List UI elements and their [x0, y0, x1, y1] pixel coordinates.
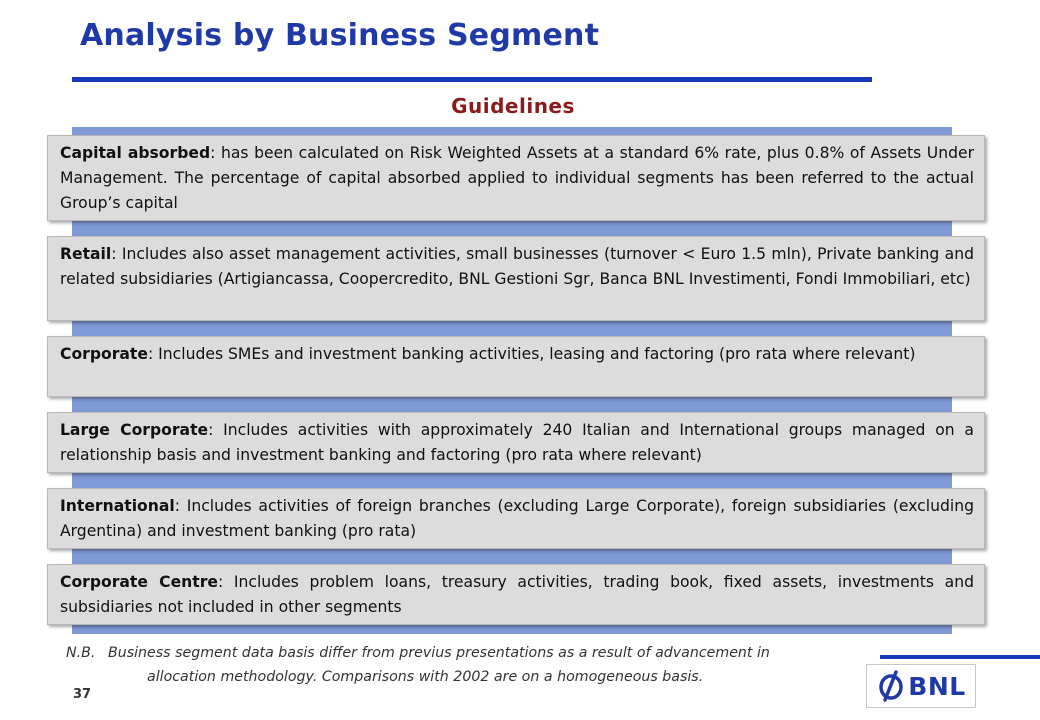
segment-term: Large Corporate [60, 421, 209, 439]
segment-description: : has been calculated on Risk Weighted Assets at a standard 6% rate, plus 0.8% of Assets Under Management. The percentage of capital absorbed applied to individual segments has been referred to the actual Group’s capital [60, 144, 975, 212]
page-number: 37 [73, 687, 92, 702]
segment-box-large-corporate [47, 412, 985, 473]
footnote-line-1: Business segment data basis differ from previus presentations as a result of advancement in [108, 645, 770, 661]
segment-description: : Includes activities with approximately 240 Italian and International groups managed on a relationship basis and investment banking and factoring (pro rata where relevant) [60, 421, 974, 464]
logo-text: BNL [908, 671, 966, 701]
section-heading: Guidelines [451, 94, 575, 118]
footnote-lead: N.B. [66, 645, 96, 661]
segment-description: : Includes activities of foreign branches (excluding Large Corporate), foreign subsidiaries (excluding Argentina) and investment banking (pro rata) [60, 497, 974, 540]
logo-rule [880, 655, 1040, 659]
segment-description: : Includes SMEs and investment banking activities, leasing and factoring (pro rata where relevant) [147, 345, 916, 363]
segment-box-corporate-centre [47, 564, 985, 625]
page-title: Analysis by Business Segment [80, 18, 600, 53]
footnote [66, 641, 866, 689]
footnote-line-2: allocation methodology. Comparisons with 2002 are on a homogeneous basis. [147, 669, 704, 685]
segment-term: Corporate [60, 345, 148, 363]
segment-term: Capital absorbed [60, 144, 211, 162]
segment-box-corporate [47, 336, 985, 397]
segment-box-retail [47, 236, 985, 321]
segment-term: Corporate Centre [60, 573, 218, 591]
title-underline [72, 77, 872, 82]
segment-box-international [47, 488, 985, 549]
segment-term: International [60, 497, 175, 515]
segment-term: Retail [60, 245, 112, 263]
segment-description: : Includes also asset management activities, small businesses (turnover < Euro 1.5 mln), Private banking and related subsidiaries (Artigiancassa, Coopercredito, BNL Gestioni Sgr, Banca BNL Investimenti, Fondi Immobiliari, etc) [60, 245, 974, 288]
bnl-logo [866, 664, 976, 708]
segment-box-capital-absorbed [47, 135, 985, 221]
segment-description: : Includes problem loans, treasury activities, trading book, fixed assets, investments and subsidiaries not included in other segments [60, 573, 974, 616]
bnl-logo-icon [876, 670, 906, 702]
